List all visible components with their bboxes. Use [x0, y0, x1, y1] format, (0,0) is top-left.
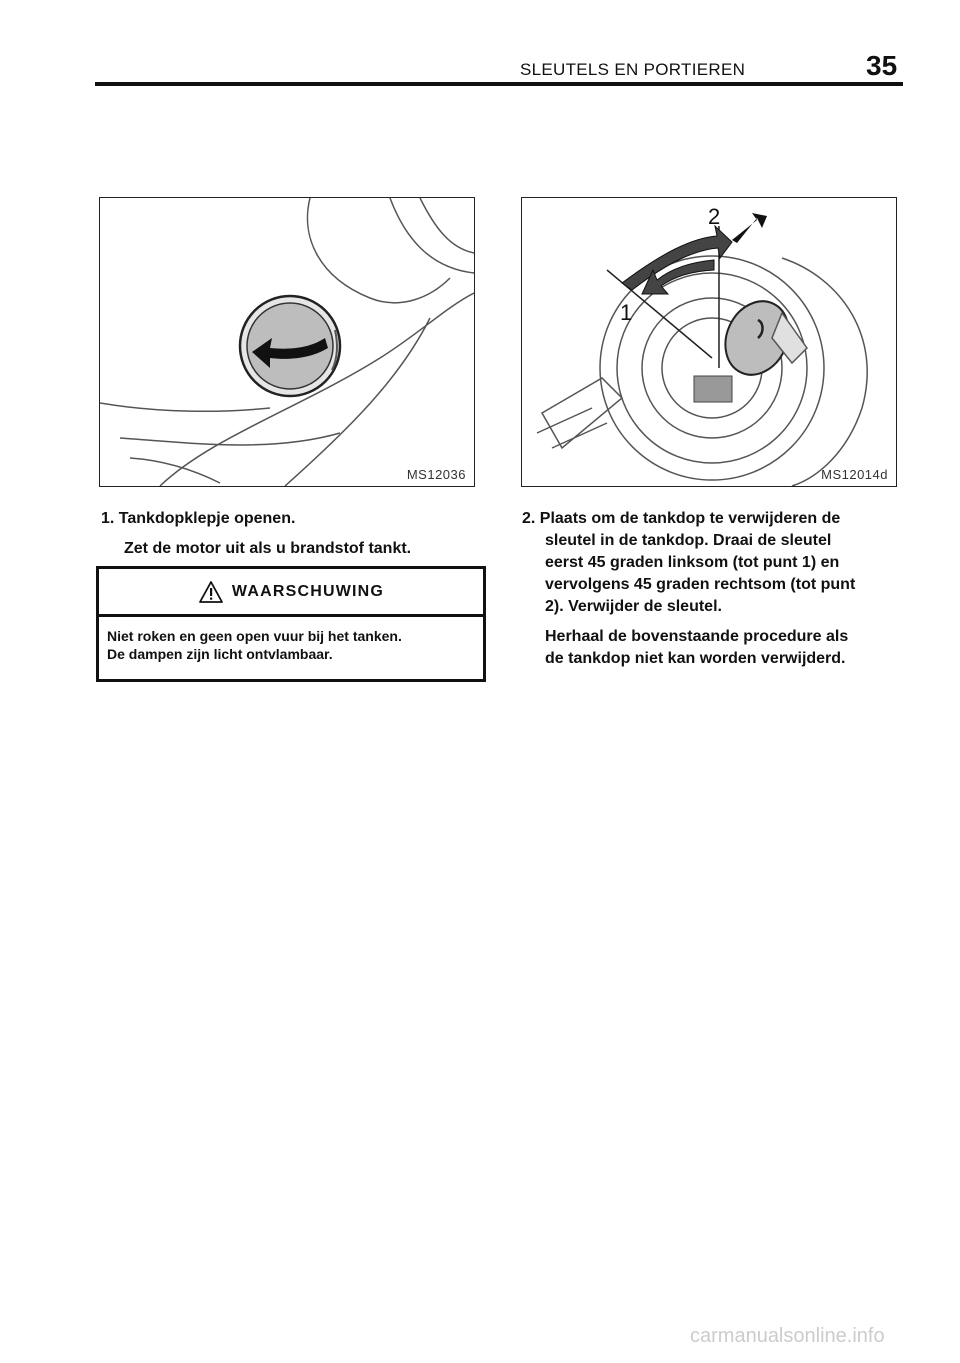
- running-header-title: SLEUTELS EN PORTIEREN: [520, 60, 746, 79]
- figure-code: MS12014d: [821, 467, 888, 482]
- step-1-title: 1. Tankdopklepje openen.: [101, 510, 296, 527]
- warning-triangle-icon: [198, 580, 224, 604]
- step-2-line: sleutel in de tankdop. Draai de sleutel: [545, 532, 832, 549]
- fuel-door-illustration: [100, 198, 474, 486]
- callout-2: 2: [708, 204, 721, 229]
- step-2-title: 2. Plaats om de tankdop te verwijderen de: [522, 510, 841, 527]
- step-1-text: Zet de motor uit als u brandstof tankt.: [124, 540, 412, 557]
- step-2-text: [545, 530, 855, 618]
- callout-1: 1: [620, 300, 633, 325]
- step-2-note: [545, 626, 848, 670]
- step-2-note-line: Herhaal de bovenstaande procedure als: [545, 628, 849, 645]
- warning-title: WAARSCHUWING: [231, 582, 385, 600]
- figure-code: MS12036: [406, 467, 466, 482]
- header-rule: [95, 82, 903, 86]
- figure-fuel-cap-key: [521, 197, 897, 487]
- warning-header: [99, 569, 483, 617]
- fuel-cap-key-illustration: [522, 198, 896, 486]
- step-2-line: eerst 45 graden linksom (tot punt 1) en: [545, 554, 840, 571]
- step-2-line: vervolgens 45 graden rechtsom (tot punt: [545, 576, 856, 593]
- warning-line: De dampen zijn licht ontvlambaar.: [107, 646, 333, 662]
- warning-body: [99, 617, 483, 673]
- page-number: 35: [866, 50, 898, 81]
- step-2-line: 2). Verwijder de sleutel.: [545, 598, 722, 615]
- step-2-note-line: de tankdop niet kan worden verwijderd.: [545, 650, 846, 667]
- figure-fuel-door: [99, 197, 475, 487]
- watermark: carmanualsonline.info: [690, 1325, 885, 1347]
- warning-box: [96, 566, 486, 682]
- warning-line: Niet roken en geen open vuur bij het tanken.: [107, 628, 402, 644]
